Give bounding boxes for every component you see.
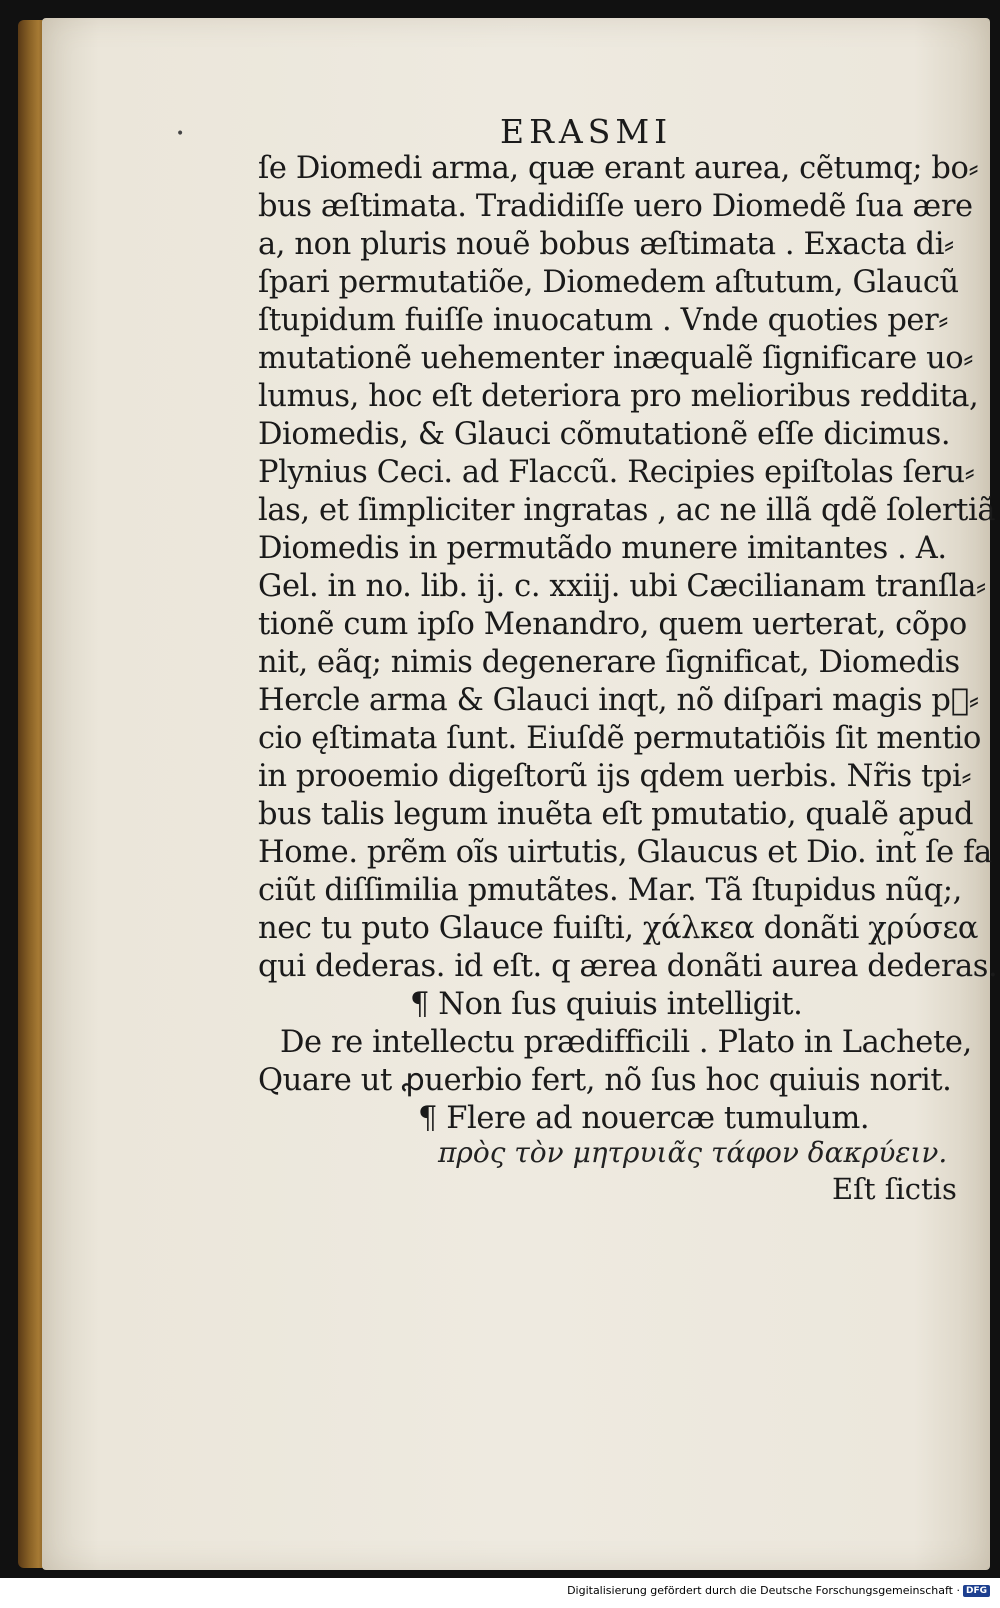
text-line: nit, eãq; nimis degenerare ſignificat, Diomedis — [258, 645, 960, 680]
text-line: Diomedis in permutãdo munere imitantes . A. — [258, 531, 947, 566]
text-line: Diomedis, & Glauci cõmutationẽ eſſe dicimus. — [258, 417, 951, 452]
text-line: Gel. in no. lib. ij. c. xxiij. ubi Cæcilianam tranſla⸗ — [258, 569, 986, 604]
adage-heading-flere: ¶ Flere ad nouercæ tumulum. — [418, 1101, 870, 1136]
text-line: tionẽ cum ipſo Menandro, quem uerterat, cõpo — [258, 607, 967, 642]
adage-heading-non-sus: ¶ Non ſus quiuis intelligit. — [410, 987, 803, 1022]
text-line: Quare ut ꝓuerbio fert, nõ ſus hoc quiuis norit. — [258, 1063, 952, 1098]
text-line: ſtupidum fuiſſe inuocatum . Vnde quoties per⸗ — [258, 303, 949, 338]
digitization-credit — [567, 1584, 990, 1597]
text-line: Plynius Ceci. ad Flaccũ. Recipies epiſtolas ſeru⸗ — [258, 455, 975, 490]
text-line: in prooemio digeſtorũ ijs qdem uerbis. Nr̃is tpi⸗ — [258, 759, 972, 794]
text-line: bus æſtimata. Tradidiſſe uero Diomedẽ ſua ære — [258, 189, 973, 224]
text-line: nec tu puto Glauce fuiſti, χάλκεα donãti χρύσεα — [258, 911, 979, 946]
dfg-logo: DFG — [963, 1585, 990, 1597]
catchword: Eſt ſictis — [832, 1172, 957, 1206]
text-line: lumus, hoc eſt deteriora pro melioribus reddita, — [258, 379, 979, 414]
text-line: De re intellectu prædifficili . Plato in Lachete, — [280, 1025, 972, 1060]
greek-quotation: πρὸς τὸν μητρυιᾶς τάφον δακρύειν. — [438, 1136, 948, 1169]
ink-speck: • — [176, 126, 185, 142]
text-line: ciũt diſſimilia pmutãtes. Mar. Tã ſtupidus nũq;, — [258, 873, 962, 908]
text-line: las, et ſimpliciter ingratas , ac ne illã qdẽ ſolertiã — [258, 493, 996, 528]
running-title: ERASMI — [500, 112, 673, 151]
text-line: a, non pluris nouẽ bobus æſtimata . Exacta di⸗ — [258, 227, 954, 262]
text-line: Home. prẽm oĩs uirtutis, Glaucus et Dio. int̃ ſe fa — [258, 835, 992, 870]
text-line: qui dederas. id eſt. q ærea donãti aurea dederas. — [258, 949, 998, 984]
text-line: Hercle arma & Glauci inqt, nõ diſpari magis pᷓ⸗ — [258, 683, 979, 718]
credit-text: Digitalisierung gefördert durch die Deutsche Forschungsgemeinschaft · — [567, 1584, 960, 1597]
text-line: ſpari permutatiõe, Diomedem aſtutum, Glaucũ — [258, 265, 959, 300]
text-line: mutationẽ uehementer inæqualẽ ſignificare uo⸗ — [258, 341, 974, 376]
text-line: cio ęſtimata ſunt. Eiuſdẽ permutatiõis ſit mentio — [258, 721, 981, 756]
text-line: bus talis legum inuẽta eſt pmutatio, qualẽ apud — [258, 797, 974, 832]
text-line: ſe Diomedi arma, quæ erant aurea, cẽtumq; bo⸗ — [258, 151, 979, 186]
